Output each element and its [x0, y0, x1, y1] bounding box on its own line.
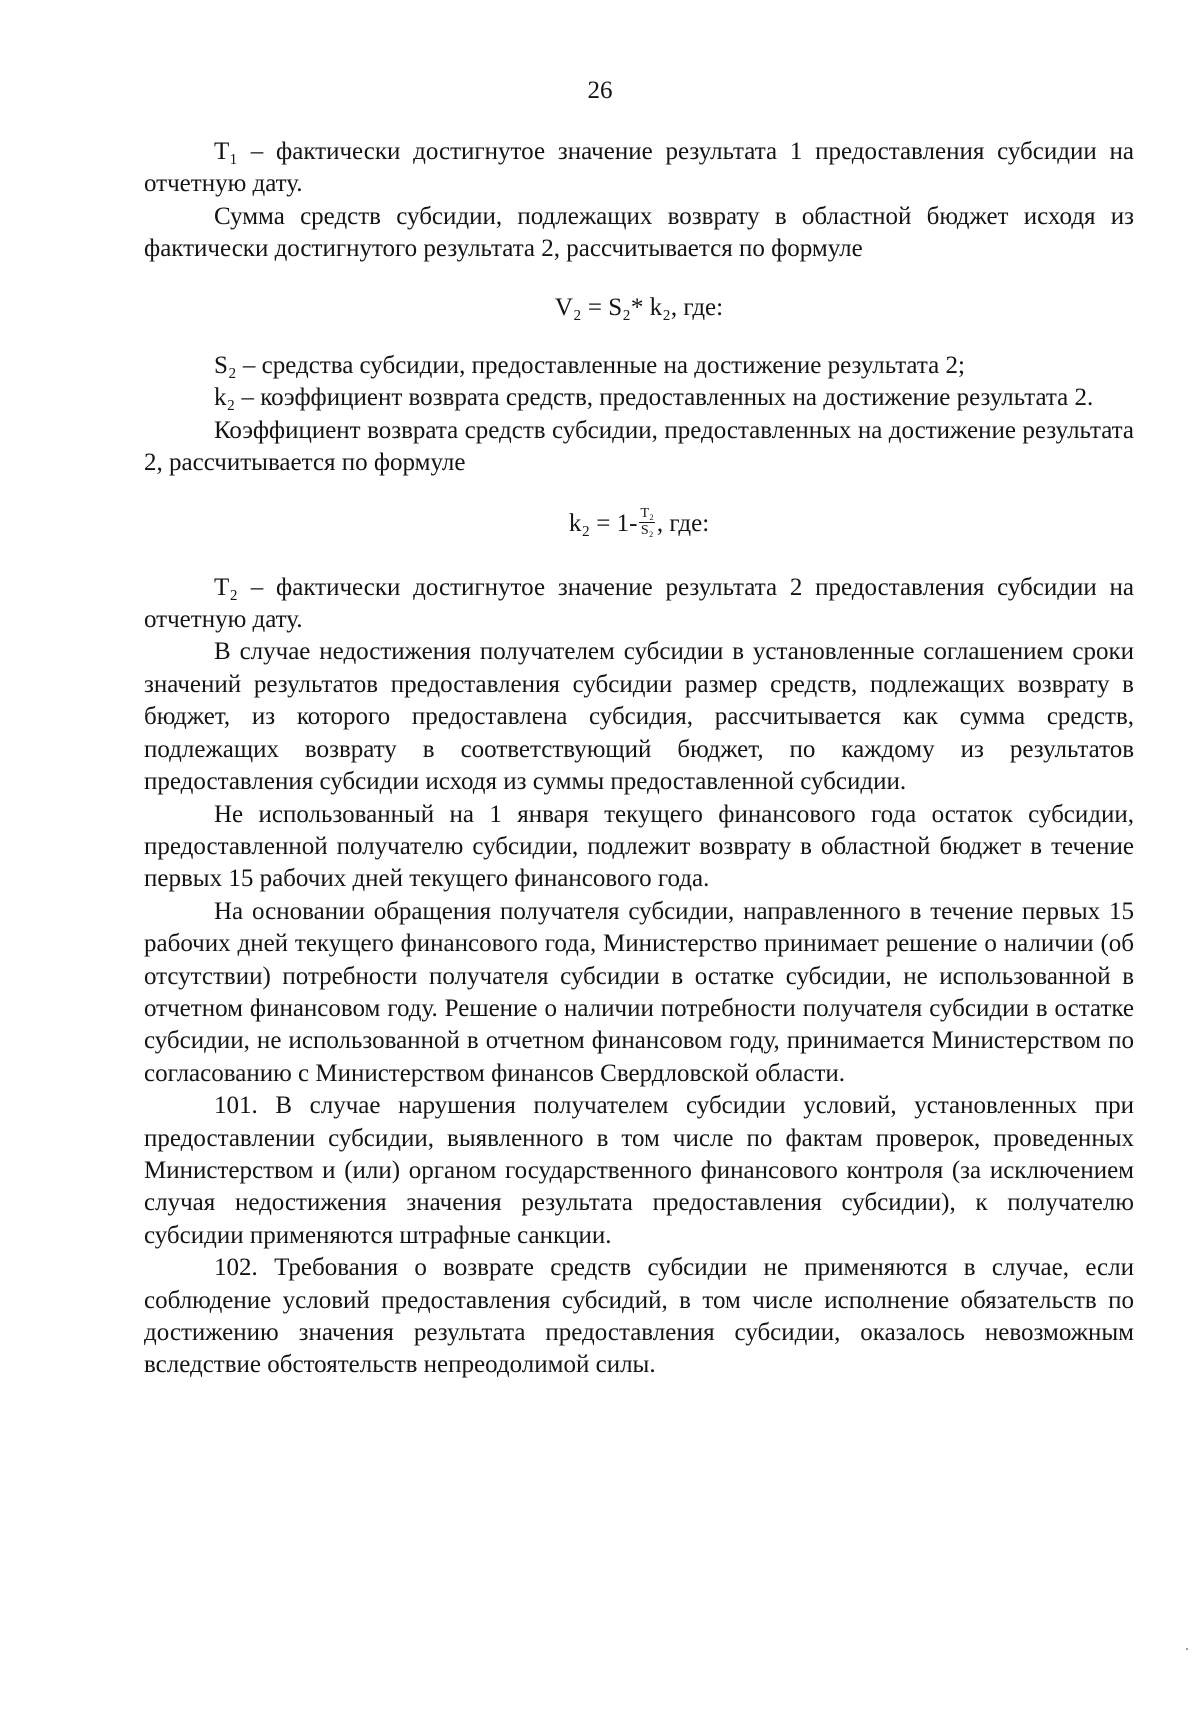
document-body [144, 136, 1134, 1382]
page-number: 26 [587, 77, 613, 104]
formula-k2-denominator: S₂ [640, 523, 654, 539]
paragraph-failure-case: В случае недостижения получателем субсидии в установленные соглашением сроки значений результатов предоставления субсидии размер средств, подлежащих возврату в бюджет, из которого предоставлена субсидия, рассчитывается как сумма средств, подлежащих возврату в соответствующий бюджет, по каждому из результатов предоставления субсидии исходя из суммы предоставленной субсидии. [144, 638, 1134, 796]
paragraph-k2-definition: k₂ – коэффициент возврата средств, предоставленных на достижение результата 2. [214, 384, 1094, 412]
formula-k2 [144, 504, 1134, 544]
paragraph-coefficient-intro: Коэффициент возврата средств субсидии, предоставленных на достижение результата 2, рассчитывается по формуле [144, 416, 1134, 477]
formula-k2-fraction [639, 506, 654, 539]
scan-artifact [1186, 1648, 1188, 1650]
paragraph-item-102: 102. Требования о возврате средств субсидии не применяются в случае, если соблюдение условий предоставления субсидий, в том числе исполнение обязательств по достижению значения результата предоставления субсидии, оказалось невозможным вследствие обстоятельств непреодолимой силы. [144, 1254, 1134, 1379]
formula-k2-numerator: T₂ [640, 506, 654, 522]
paragraph-ministry-decision: На основании обращения получателя субсидии, направленного в течение первых 15 рабочих дней текущего финансового года, Министерство принимает решение о наличии (об отсутствии) потребности получателя субсидии в остатке субсидии, не использованной в отчетном финансовом году. Решение о наличии потребности получателя субсидии в остатке субсидии, не использованной в отчетном финансовом году, принимается Министерством по согласованию с Министерством финансов Свердловской области. [144, 897, 1134, 1087]
paragraph-s2-definition: S₂ – средства субсидии, предоставленные на достижение результата 2; [214, 352, 965, 380]
formula-k2-rhs: , где: [656, 509, 710, 537]
formula-k2-lhs: k₂ = 1- [568, 509, 638, 537]
paragraph-sum-intro: Сумма средств субсидии, подлежащих возврату в областной бюджет исходя из фактически достигнутого результата 2, рассчитывается по формуле [144, 202, 1134, 263]
formula-v2: V₂ = S₂* k₂, где: [554, 293, 724, 321]
paragraph-t1-definition: T₁ – фактически достигнутое значение результата 1 предоставления субсидии на отчетную дату. [144, 138, 1134, 198]
paragraph-item-101: 101. В случае нарушения получателем субсидии условий, установленных при предоставлении субсидии, выявленного в том числе по фактам проверок, проведенных Министерством и (или) органом государственного финансового контроля (за исключением случая недостижения значения результата предоставления субсидии), к получателю субсидии применяются штрафные санкции. [144, 1092, 1134, 1249]
paragraph-unused-balance: Не использованный на 1 января текущего финансового года остаток субсидии, предоставленной получателю субсидии, подлежит возврату в областной бюджет в течение первых 15 рабочих дней текущего финансового года. [144, 800, 1134, 893]
paragraph-t2-definition: T₂ – фактически достигнутое значение результата 2 предоставления субсидии на отчетную дату. [144, 573, 1134, 634]
